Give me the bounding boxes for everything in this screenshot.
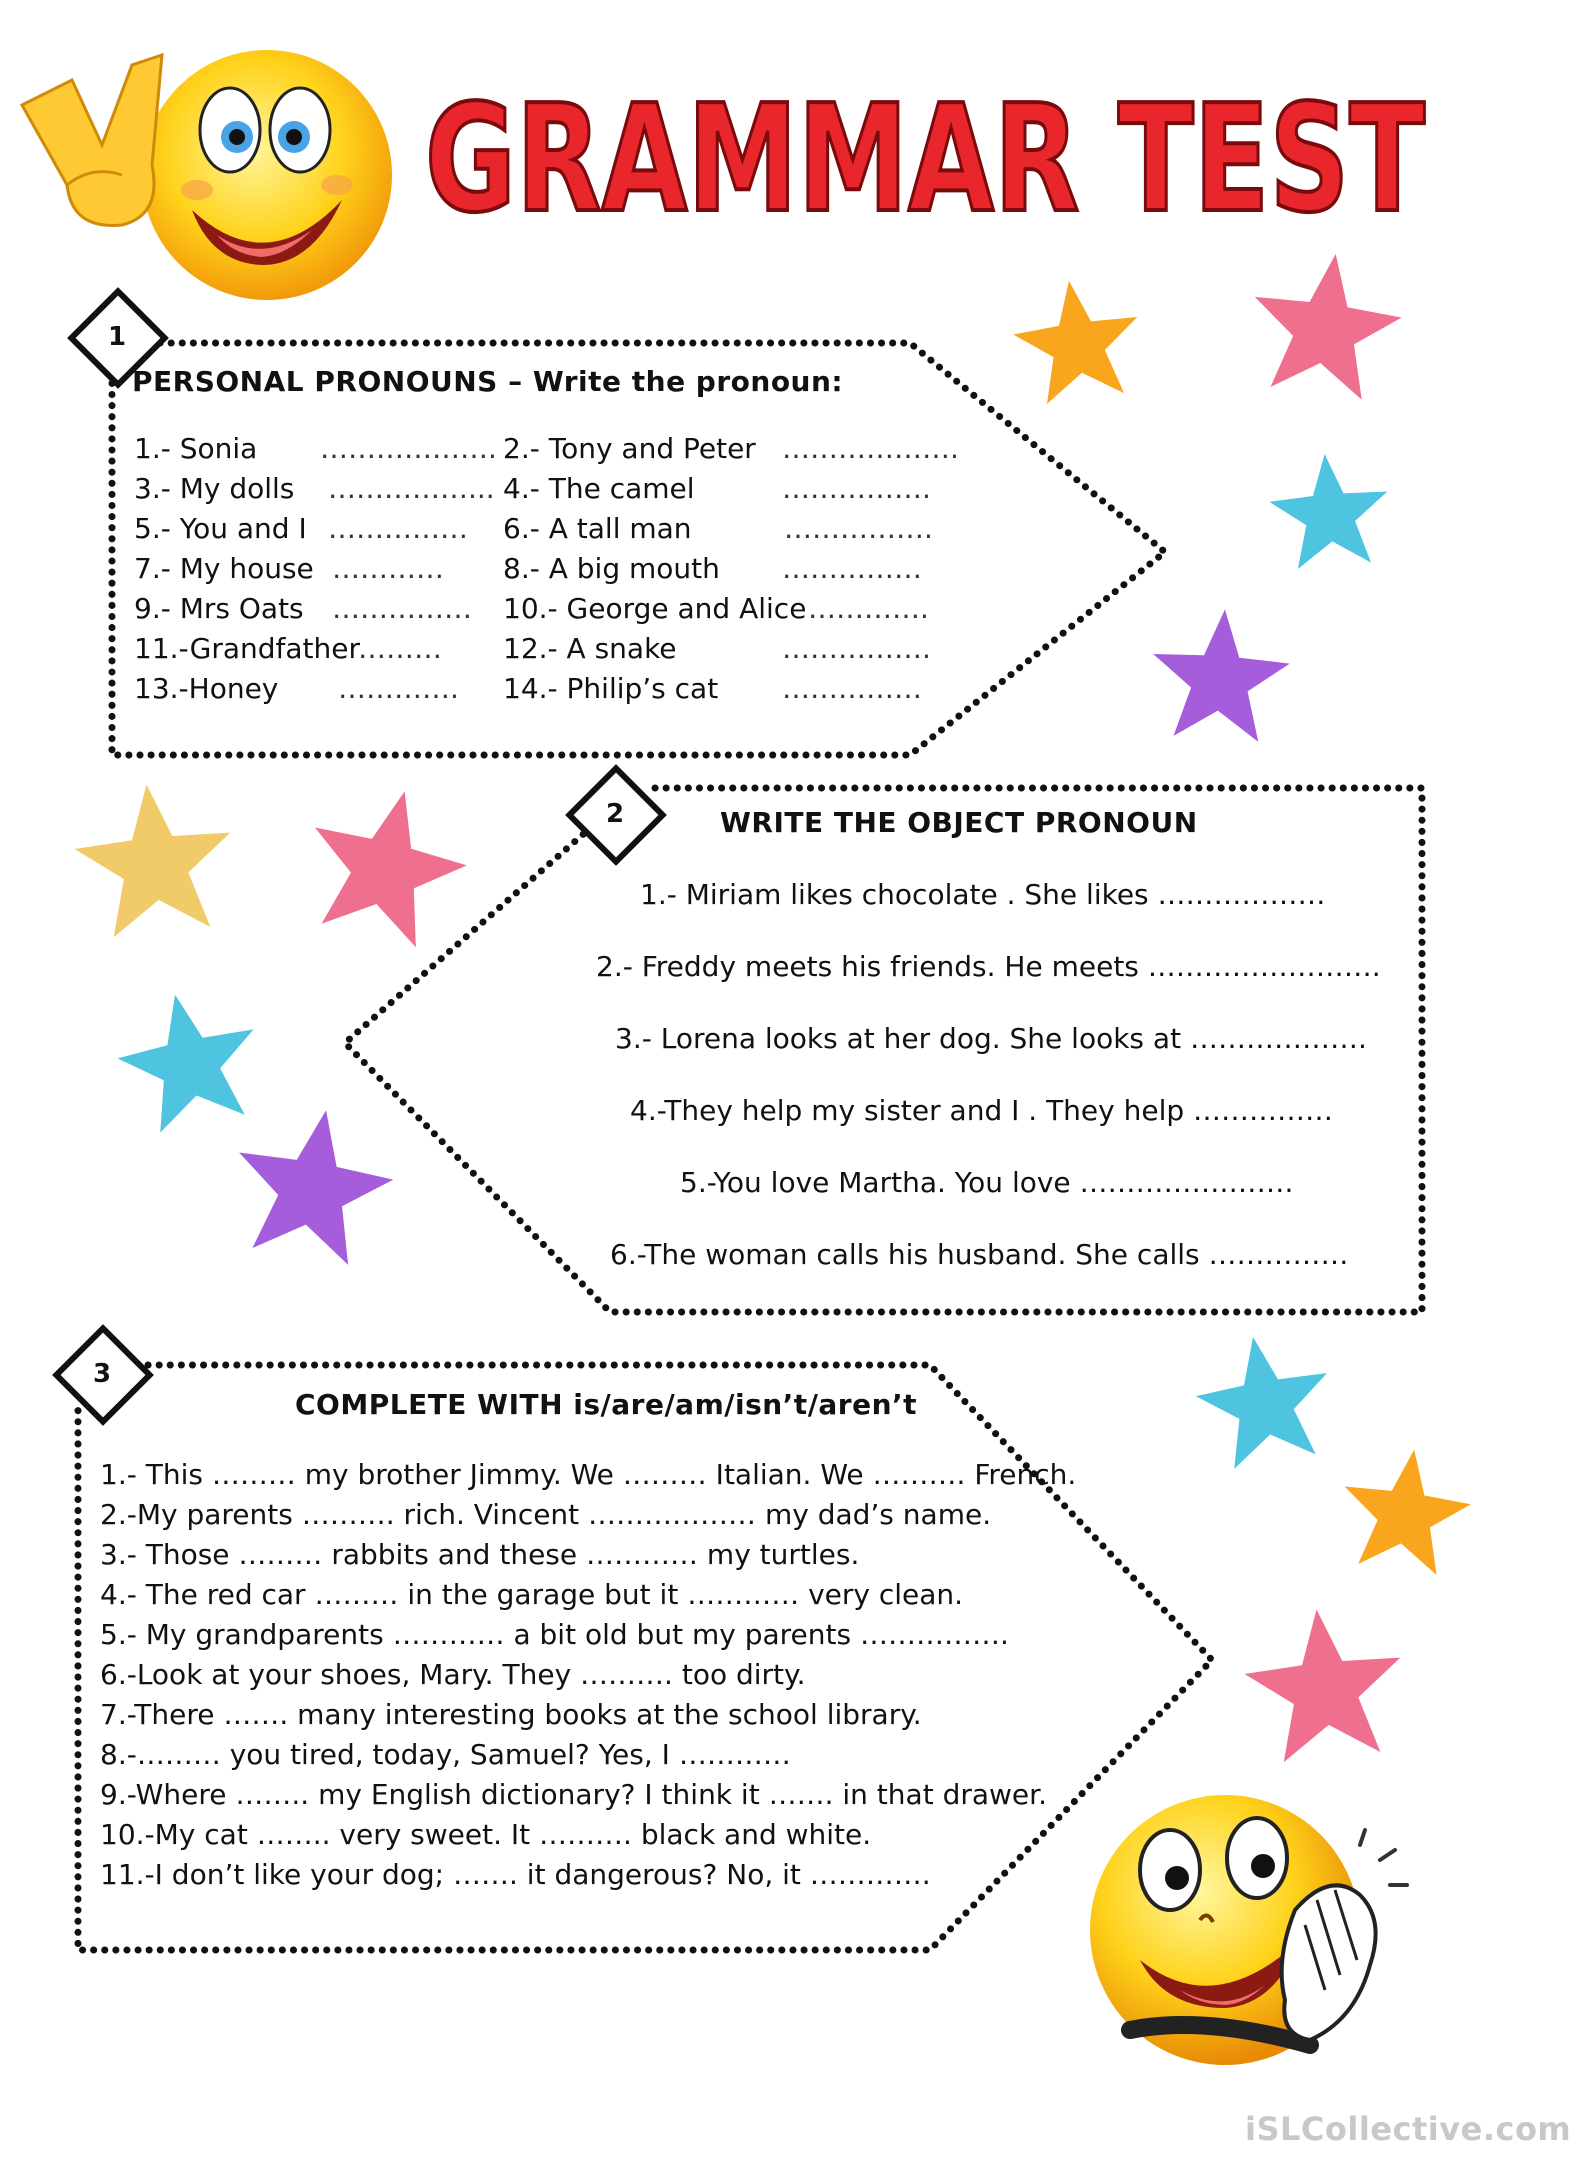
list-item: 6.- A tall man — [503, 512, 692, 545]
answer-blank[interactable]: ………………. — [782, 432, 959, 465]
list-item: 13.-Honey — [134, 672, 279, 705]
list-item: 1.- This ……… my brother Jimmy. We ……… Italian. We ………. French. — [100, 1458, 1077, 1491]
list-item: 10.-My cat …….. very sweet. It ………. black and white. — [100, 1818, 872, 1851]
answer-blank[interactable]: ……… — [358, 632, 442, 665]
list-item: 3.- My dolls — [134, 472, 295, 505]
list-item: 14.- Philip’s cat — [503, 672, 719, 705]
list-item: 8.-……… you tired, today, Samuel? Yes, I ………… — [100, 1738, 791, 1771]
list-item: 10.- George and Alice — [503, 592, 807, 625]
list-item: 3.- Lorena looks at her dog. She looks at ………………. — [615, 1022, 1367, 1055]
list-item: 8.- A big mouth — [503, 552, 720, 585]
list-item: 11.-Grandfather — [134, 632, 361, 665]
list-item: 5.- My grandparents ………… a bit old but my parents ……………. — [100, 1618, 1009, 1651]
list-item: 4.-They help my sister and I . They help …………… — [630, 1094, 1334, 1127]
clapping-smiley-icon — [1085, 1790, 1425, 2080]
list-item: 9.- Mrs Oats — [134, 592, 304, 625]
list-item: 3.- Those ……… rabbits and these ………… my turtles. — [100, 1538, 860, 1571]
answer-blank[interactable]: …………… — [328, 512, 468, 545]
list-item: 5.-You love Martha. You love …………….……. — [680, 1166, 1294, 1199]
answer-blank[interactable]: ……………. — [784, 512, 933, 545]
list-item: 6.-The woman calls his husband. She calls …………… — [610, 1238, 1349, 1271]
list-item: 5.- You and I — [134, 512, 307, 545]
section3-number: 3 — [93, 1359, 112, 1389]
list-item: 12.- A snake — [503, 632, 677, 665]
answer-blank[interactable]: ……………... — [328, 472, 495, 505]
list-item: 9.-Where …….. my English dictionary? I think it ……. in that drawer. — [100, 1778, 1047, 1811]
list-item: 4.- The red car ……… in the garage but it ………… very clean. — [100, 1578, 964, 1611]
list-item: 1.- Sonia — [134, 432, 258, 465]
section1-heading: PERSONAL PRONOUNS – Write the pronoun: — [132, 365, 844, 398]
answer-blank[interactable]: ……………. — [782, 472, 931, 505]
answer-blank[interactable]: …………… — [332, 592, 472, 625]
section1-number: 1 — [108, 322, 127, 352]
section3-heading: COMPLETE WITH is/are/am/isn’t/aren’t — [295, 1388, 918, 1421]
list-item: 2.- Freddy meets his friends. He meets ……………………. — [596, 950, 1381, 983]
answer-blank[interactable]: …………. — [808, 592, 929, 625]
list-item: 11.-I don’t like your dog; ……. it dangerous? No, it …………. — [100, 1858, 931, 1891]
list-item: 7.-There ……. many interesting books at the school library. — [100, 1698, 922, 1731]
answer-blank[interactable]: …………. — [338, 672, 459, 705]
list-item: 6.-Look at your shoes, Mary. They ………. too dirty. — [100, 1658, 806, 1691]
list-item: 7.- My house — [134, 552, 314, 585]
list-item: 1.- Miriam likes chocolate . She likes ……………… — [640, 878, 1326, 911]
answer-blank[interactable]: ………………. — [320, 432, 497, 465]
svg-text:GRAMMAR TEST: GRAMMAR TEST — [425, 73, 1426, 245]
section2-number: 2 — [606, 799, 625, 829]
answer-blank[interactable]: ……………. — [782, 632, 931, 665]
list-item: 2.-My parents ………. rich. Vincent ……………… my dad’s name. — [100, 1498, 992, 1531]
answer-blank[interactable]: ………… — [332, 552, 444, 585]
answer-blank[interactable]: …………… — [782, 672, 922, 705]
list-item: 2.- Tony and Peter — [503, 432, 756, 465]
answer-blank[interactable]: …………… — [782, 552, 922, 585]
watermark-text: iSLCollective.com — [1245, 2110, 1571, 2148]
section2-heading: WRITE THE OBJECT PRONOUN — [720, 806, 1198, 839]
list-item: 4.- The camel — [503, 472, 695, 505]
